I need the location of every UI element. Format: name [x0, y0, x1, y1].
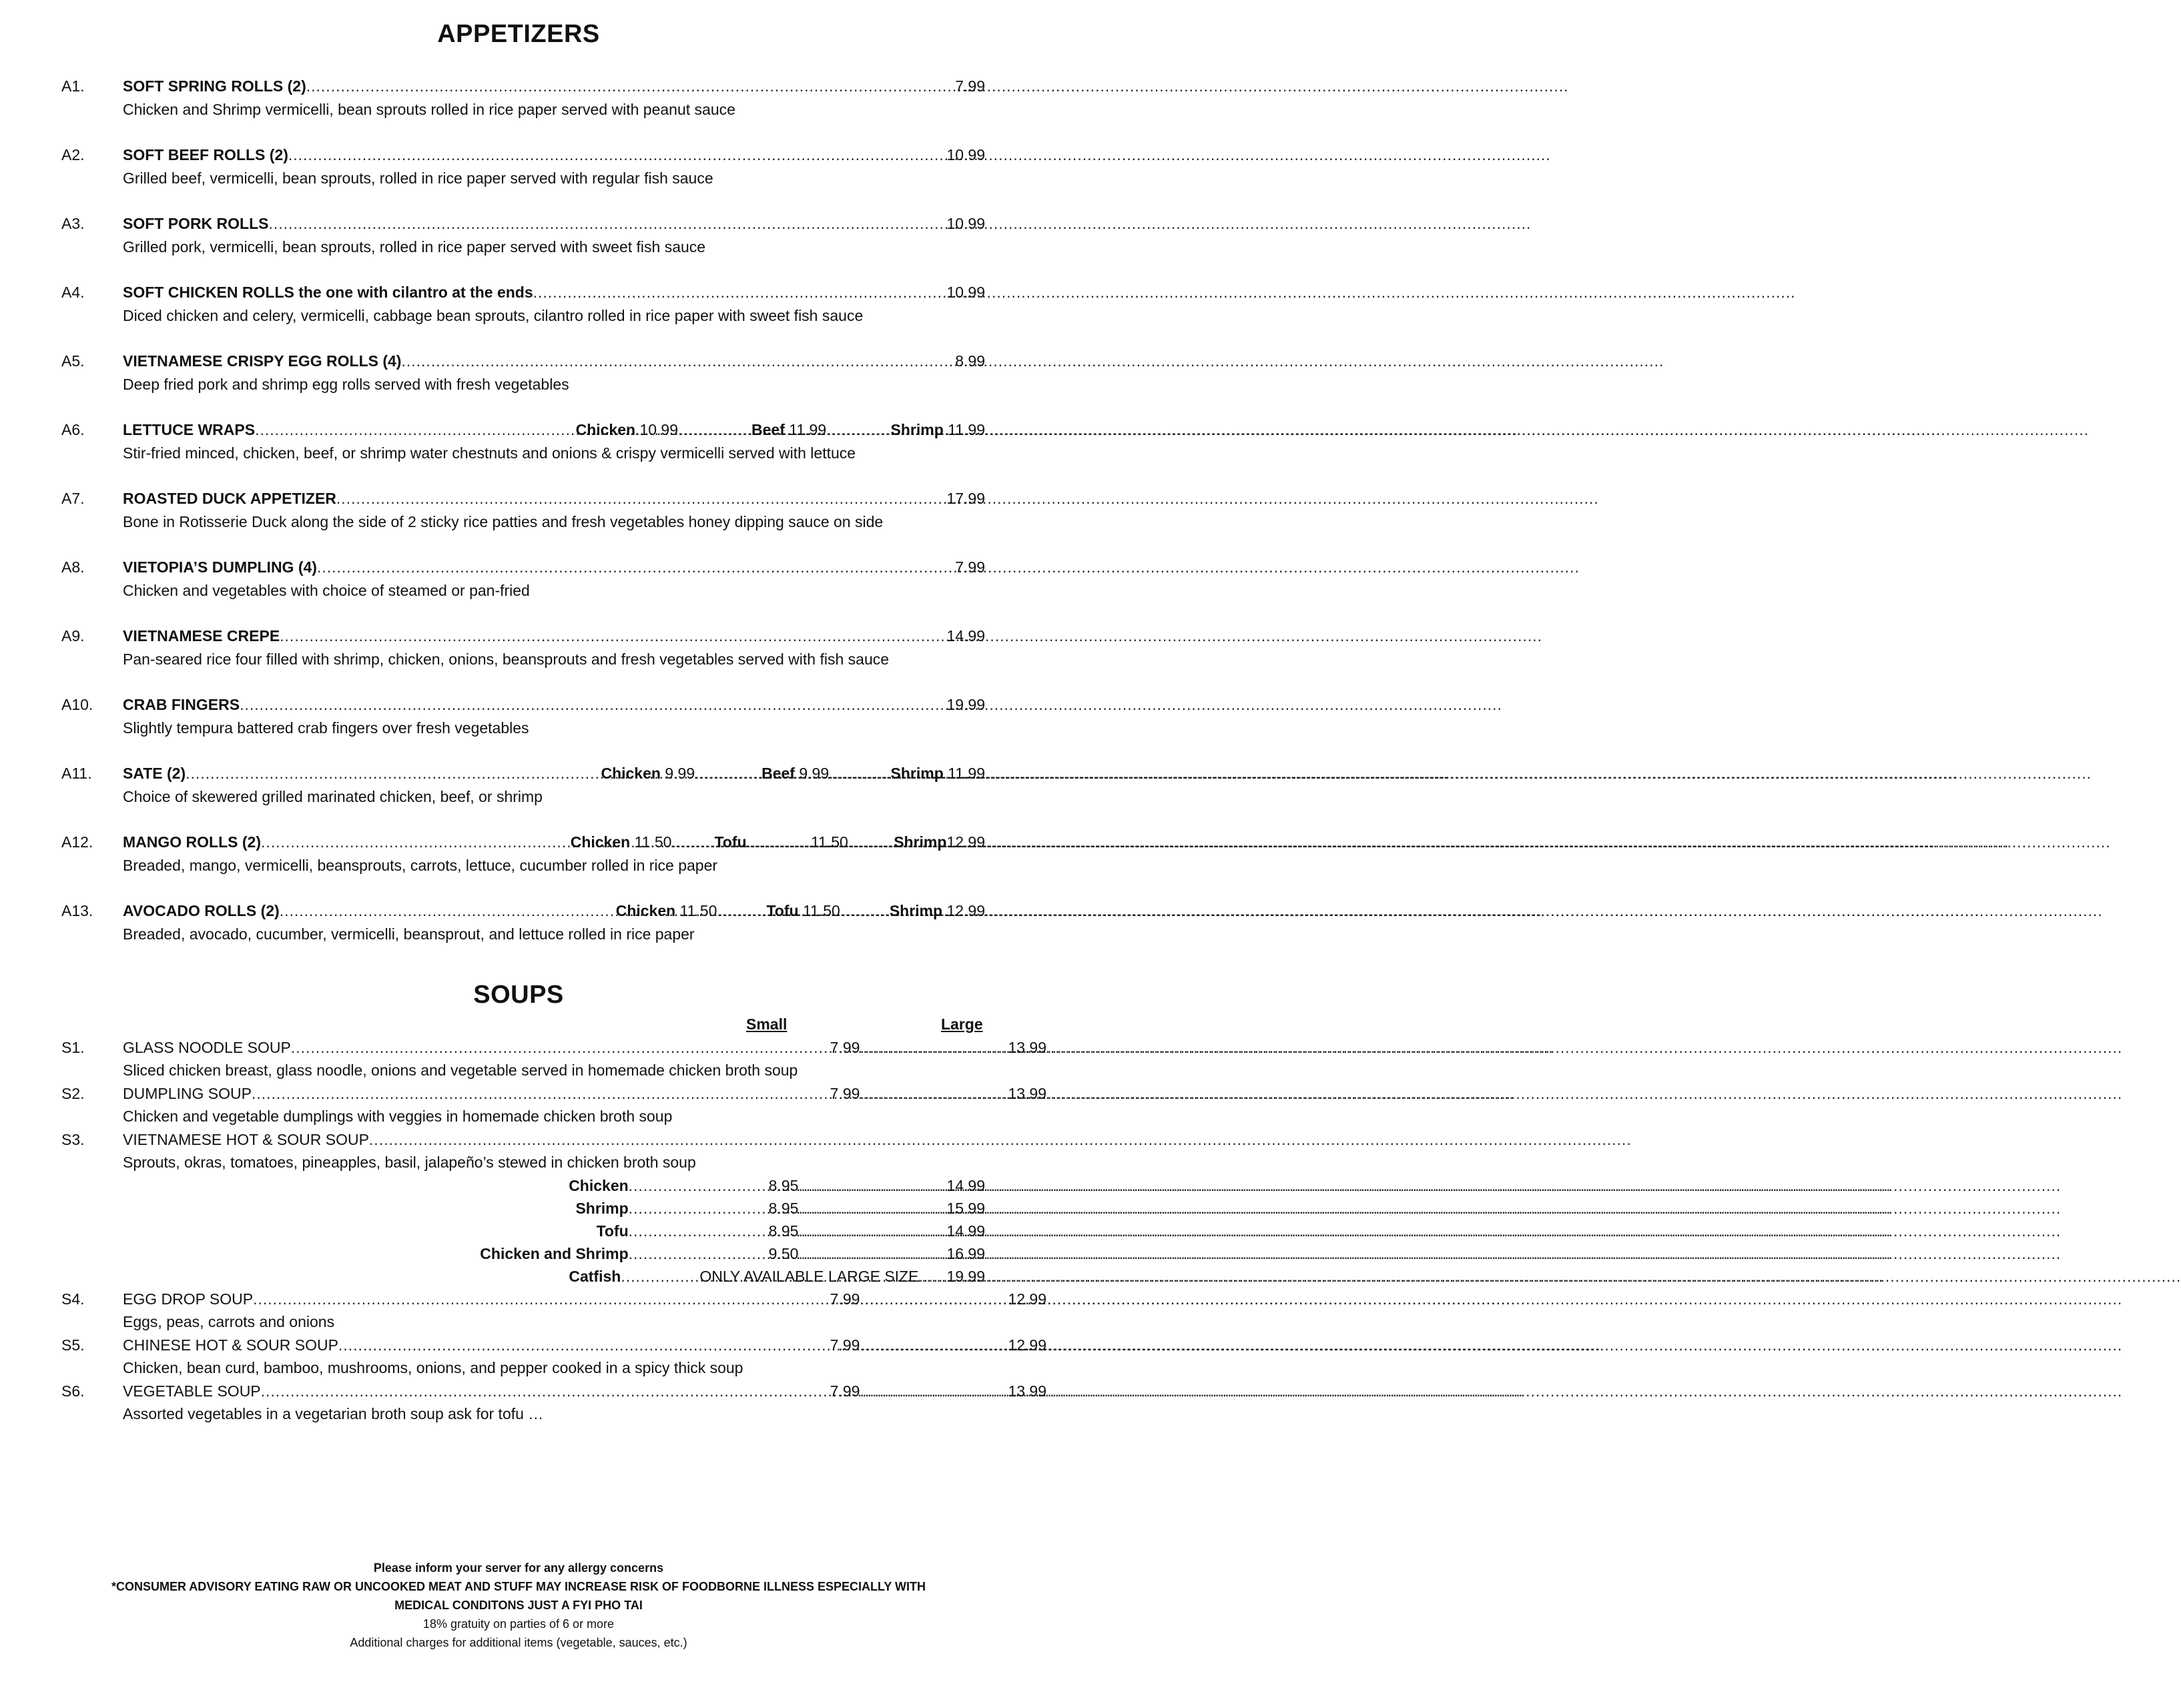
item-description: Stir-fried minced, chicken, beef, or shrimp water chestnuts and onions & crispy vermicelli served with lettuce	[123, 444, 856, 462]
item-description: Choice of skewered grilled marinated chicken, beef, or shrimp	[123, 788, 543, 805]
item-description: Sliced chicken breast, glass noodle, onions and vegetable served in homemade chicken broth soup	[123, 1061, 798, 1079]
large-price: 13.99	[1008, 1382, 1046, 1400]
item-code: A3.	[61, 215, 85, 232]
large-price: 16.99	[946, 1245, 985, 1262]
soups-heading: SOUPS	[473, 981, 564, 1009]
item-description: Sprouts, okras, tomatoes, pineapples, basil, jalapeño’s stewed in chicken broth soup	[123, 1154, 696, 1171]
option-label: Shrimp	[890, 765, 944, 782]
small-price: 8.95	[768, 1177, 799, 1194]
option-price: 12.99	[946, 902, 985, 919]
variant-label: Shrimp	[575, 1200, 629, 1217]
item-description: Breaded, mango, vermicelli, beansprouts, carrots, lettuce, cucumber rolled in rice paper	[123, 857, 718, 874]
consumer-advisory-line-2: MEDICAL CONDITONS JUST A FYI PHO TAI	[394, 1599, 643, 1612]
item-price: 10.99	[946, 215, 985, 232]
item-code: A10.	[61, 696, 93, 713]
item-code: A11.	[61, 765, 92, 782]
appetizers-heading: APPETIZERS	[437, 20, 600, 48]
item-code: A2.	[61, 146, 85, 163]
option-price: 9.99	[665, 765, 695, 782]
item-name: VIETNAMESE CRISPY EGG ROLLS (4)	[123, 352, 402, 370]
variant-label: Chicken and Shrimp	[480, 1245, 629, 1262]
small-price: 7.99	[830, 1039, 860, 1056]
option-label: Shrimp	[889, 902, 943, 919]
item-code: S4.	[61, 1290, 85, 1308]
item-description: Breaded, avocado, cucumber, vermicelli, beansprout, and lettuce rolled in rice paper	[123, 925, 695, 943]
option-label: Chicken	[570, 833, 631, 851]
variant-label: Tofu	[596, 1222, 629, 1240]
item-description: Grilled pork, vermicelli, bean sprouts, rolled in rice paper served with sweet fish sauce	[123, 238, 706, 256]
option-price: 11.99	[789, 421, 827, 438]
item-name: SOFT BEEF ROLLS (2)	[123, 146, 288, 163]
item-price: 17.99	[946, 490, 985, 507]
item-description: Eggs, peas, carrots and onions	[123, 1313, 335, 1330]
small-price: ONLY AVAILABLE LARGE SIZE	[699, 1268, 919, 1285]
small-price: 8.95	[768, 1200, 799, 1217]
item-code: A9.	[61, 627, 85, 645]
item-name: CHINESE HOT & SOUR SOUP	[123, 1336, 338, 1354]
item-name: VIETNAMESE HOT & SOUR SOUP	[123, 1131, 369, 1148]
large-price: 12.99	[1008, 1290, 1046, 1308]
option-price: 11.50	[810, 833, 848, 851]
item-name: CRAB FINGERS	[123, 696, 240, 713]
item-code: A8.	[61, 558, 85, 576]
item-code: S1.	[61, 1039, 85, 1056]
item-name: AVOCADO ROLLS (2)	[123, 902, 280, 919]
variant-label: Chicken	[569, 1177, 629, 1194]
item-price: 14.99	[946, 627, 985, 645]
large-price: 13.99	[1008, 1085, 1046, 1102]
option-label: Shrimp	[894, 833, 947, 851]
item-code: A6.	[61, 421, 85, 438]
item-price: 8.99	[955, 352, 985, 370]
small-price: 7.99	[830, 1290, 860, 1308]
item-code: A13.	[61, 902, 93, 919]
variant-label: Catfish	[569, 1268, 621, 1285]
option-price: 11.99	[948, 765, 985, 782]
item-code: S6.	[61, 1382, 85, 1400]
small-price: 9.50	[768, 1245, 799, 1262]
large-price: 15.99	[946, 1200, 985, 1217]
consumer-advisory-line-1: *CONSUMER ADVISORY EATING RAW OR UNCOOKED MEAT AND STUFF MAY INCREASE RISK OF FOODBORNE ILLNESS ESPECIALLY WITH	[111, 1580, 926, 1593]
item-description: Chicken, bean curd, bamboo, mushrooms, onions, and pepper cooked in a spicy thick soup	[123, 1359, 743, 1376]
item-price: 7.99	[955, 77, 985, 95]
small-price: 7.99	[830, 1382, 860, 1400]
option-label: Beef	[751, 421, 785, 438]
large-price: 12.99	[1008, 1336, 1046, 1354]
item-code: A4.	[61, 284, 85, 301]
item-name: MANGO ROLLS (2)	[123, 833, 261, 851]
small-price: 8.95	[768, 1222, 799, 1240]
option-label: Chicken	[575, 421, 636, 438]
item-code: A1.	[61, 77, 85, 95]
allergy-note: Please inform your server for any allergy concerns	[373, 1561, 664, 1575]
option-price: 9.99	[799, 765, 830, 782]
soup-variant-row	[400, 1177, 985, 1198]
large-price: 13.99	[1008, 1039, 1046, 1056]
item-description: Grilled beef, vermicelli, bean sprouts, rolled in rice paper served with regular fish sauce	[123, 169, 713, 187]
item-name: VEGETABLE SOUP	[123, 1382, 261, 1400]
item-name: VIETOPIA’S DUMPLING (4)	[123, 558, 317, 576]
large-price: 14.99	[946, 1177, 985, 1194]
item-code: S3.	[61, 1131, 85, 1148]
option-price: 12.99	[946, 833, 985, 851]
soup-variant-row	[400, 1245, 985, 1266]
small-column-header: Small	[746, 1015, 788, 1033]
option-label: Chicken	[615, 902, 676, 919]
item-name: SOFT CHICKEN ROLLS the one with cilantro at the ends	[123, 284, 533, 301]
item-name: SOFT SPRING ROLLS (2)	[123, 77, 306, 95]
soup-variant-row	[400, 1268, 985, 1289]
item-code: S5.	[61, 1336, 85, 1354]
item-name: SOFT PORK ROLLS	[123, 215, 269, 232]
item-description: Pan-seared rice four filled with shrimp, chicken, onions, beansprouts and fresh vegetables served with fish sauce	[123, 651, 890, 668]
item-description: Deep fried pork and shrimp egg rolls served with fresh vegetables	[123, 376, 569, 393]
footer-notes	[0, 1559, 1037, 1652]
item-name: GLASS NOODLE SOUP	[123, 1039, 291, 1056]
item-name: LETTUCE WRAPS	[123, 421, 256, 438]
item-price: 10.99	[946, 146, 985, 163]
large-price: 14.99	[946, 1222, 985, 1240]
option-label: Tofu	[714, 833, 747, 851]
item-price: 7.99	[955, 558, 985, 576]
option-price: 10.99	[639, 421, 679, 438]
item-name: VIETNAMESE CREPE	[123, 627, 280, 645]
item-name: EGG DROP SOUP	[123, 1290, 254, 1308]
item-price: 19.99	[946, 696, 985, 713]
additional-charges-note: Additional charges for additional items (vegetable, sauces, etc.)	[350, 1636, 687, 1649]
item-name: SATE (2)	[123, 765, 186, 782]
item-code: A5.	[61, 352, 85, 370]
item-name: ROASTED DUCK APPETIZER	[123, 490, 336, 507]
option-label: Shrimp	[890, 421, 944, 438]
item-name: DUMPLING SOUP	[123, 1085, 252, 1102]
option-price: 11.50	[634, 833, 672, 851]
item-code: A7.	[61, 490, 85, 507]
item-description: Slightly tempura battered crab fingers over fresh vegetables	[123, 719, 529, 737]
option-price: 11.99	[948, 421, 985, 438]
item-price: 10.99	[946, 284, 985, 301]
menu-page: APPETIZERS A1. SOFT SPRING ROLLS (2) ..... 7.99 Chicken and Shrimp vermicelli, bean sprouts rolled in rice paper served with peanut sauce A2. SOFT BEEF ROLLS (2) ..... 10.99 Grilled beef, vermicelli, bean sprouts, rolled in rice paper served with regular fish sauce A3. SOFT PORK ROLLS ..... 10.99 Grilled pork, vermicelli, bean sprouts, rolled in rice paper served with sweet fish sauce A4. SOFT CHICKEN ROLLS the one with cilantro at the ends ..... 10.99 Diced chicken and celery, vermicelli, cabbage bean sprouts, cilantro rolled in rice paper with sweet fish sauce A5. VIETNAMESE CRISPY EGG ROLLS (4) ..... 8.99 Deep fried pork and shrimp egg rolls served with fresh vegetables A6. LETTUCE WRAPS ..... Chicken . 10.99 ..... Beef 11.99 ..... Shrimp 11.99 Stir-fried minced, chicken, beef, or shrimp water chestnuts and onions & crispy vermicelli served with lettuce A7. ROASTED DUCK APPETIZER ..... 17.99 Bone in Rotisserie Duck along the side of 2 sticky rice patties and fresh vegetables honey dipping sauce on side A8. VIETOPIA’S DUMPLING (4) ..... 7.99 Chicken and vegetables with choice of steamed or pan-fried A9. VIETNAMESE CREPE ..... 14.99 Pan-seared rice four filled with shrimp, chicken, onions, beansprouts and fresh vegetables served with fish sauce A10. CRAB FINGERS ..... 19.99 Slightly tempura battered crab fingers over fresh vegetables A11. SATE (2) ..... Chicken 9.99 ..... Beef 9.99 ..... Shrimp 11.99 Choice of skewered grilled marinated chicken, beef, or shrimp A12. MANGO ROLLS (2) ..... Chicken 11.50 ..... Tofu ..... 11.50 ..... Shrimp 12.99 Breaded, mango, vermicelli, beansprouts, carrots, lettuce, cucumber rolled in rice paper A13. AVOCADO ROLLS (2) ..... Chicken 11.50 ..... Tofu 11.50 ..... Shrimp 12.99 Breaded, avocado, cucumber, vermicelli, beansprout, and lettuce rolled in rice paper SOUPS Small Large S1. GLASS NOODLE SOUP ..... 7.99 ..... 13.99 Sliced chicken breast, glass noodle, onions and vegetable served in homemade chicken broth soup S2. DUMPLING SOUP ..... 7.99 ..... 13.99 Chicken and vegetable dumplings with veggies in homemade chicken broth soup S3. VIETNAMESE HOT & SOUR SOUP ..... Sprouts, okras, tomatoes, pineapples, basil, jalapeño’s stewed in chicken broth soup Chicken ..... 8.95 ..... 14.99 Shrimp ..... 8.95 ..... 15.99 Tofu ..... 8.95 ..... 14.99 Chicken and Shrimp ..... 9.50 ..... 16.99 Catfish ..... ONLY AVAILABLE LARGE SIZE ..... 19.99 S4. EGG DROP SOUP ..... 7.99 ..... 12.99 Eggs, peas, carrots and onions S5. CHINESE HOT & SOUR SOUP ..... 7.99 ..... 12.99 Chicken, bean curd, bamboo, mushrooms, onions, and pepper cooked in a spicy thick soup S6. VEGETABLE SOUP ..... 7.99 ..... 13.99 Assorted vegetables in a vegetarian broth soup ask for tofu … Please inform your server for any allergy concerns *CONSUMER ADVISORY EATING RAW OR UNCOOKED MEAT AND STUFF MAY INCREASE RISK OF FOODBORNE ILLNESS ESPECIALLY WITH MEDICAL CONDITONS JUST A FYI PHO TAI 18% gratuity on parties of 6 or more Additional charges for additional items (vegetable, sauces, etc.)	[0, 0, 1037, 1708]
option-label: Beef	[761, 765, 795, 782]
large-column-header: Large	[941, 1015, 983, 1033]
item-description: Chicken and vegetable dumplings with veggies in homemade chicken broth soup	[123, 1108, 673, 1125]
item-description: Bone in Rotisserie Duck along the side of 2 sticky rice patties and fresh vegetables honey dipping sauce on side	[123, 513, 884, 530]
soup-variant-row	[400, 1222, 985, 1244]
small-price: 7.99	[830, 1085, 860, 1102]
item-code: A12.	[61, 833, 93, 851]
option-price: 11.50	[679, 902, 717, 919]
option-label: Tofu	[766, 902, 799, 919]
item-code: S2.	[61, 1085, 85, 1102]
item-description: Diced chicken and celery, vermicelli, cabbage bean sprouts, cilantro rolled in rice paper with sweet fish sauce	[123, 307, 864, 324]
gratuity-note: 18% gratuity on parties of 6 or more	[422, 1617, 615, 1631]
large-price: 19.99	[946, 1268, 985, 1285]
item-description: Chicken and Shrimp vermicelli, bean sprouts rolled in rice paper served with peanut sauce	[123, 101, 735, 118]
item-description: Chicken and vegetables with choice of steamed or pan-fried	[123, 582, 530, 599]
option-label: Chicken	[601, 765, 661, 782]
soup-variant-row	[400, 1200, 985, 1221]
item-description: Assorted vegetables in a vegetarian broth soup ask for tofu …	[123, 1405, 544, 1422]
small-price: 7.99	[830, 1336, 860, 1354]
option-price: 11.50	[802, 902, 840, 919]
